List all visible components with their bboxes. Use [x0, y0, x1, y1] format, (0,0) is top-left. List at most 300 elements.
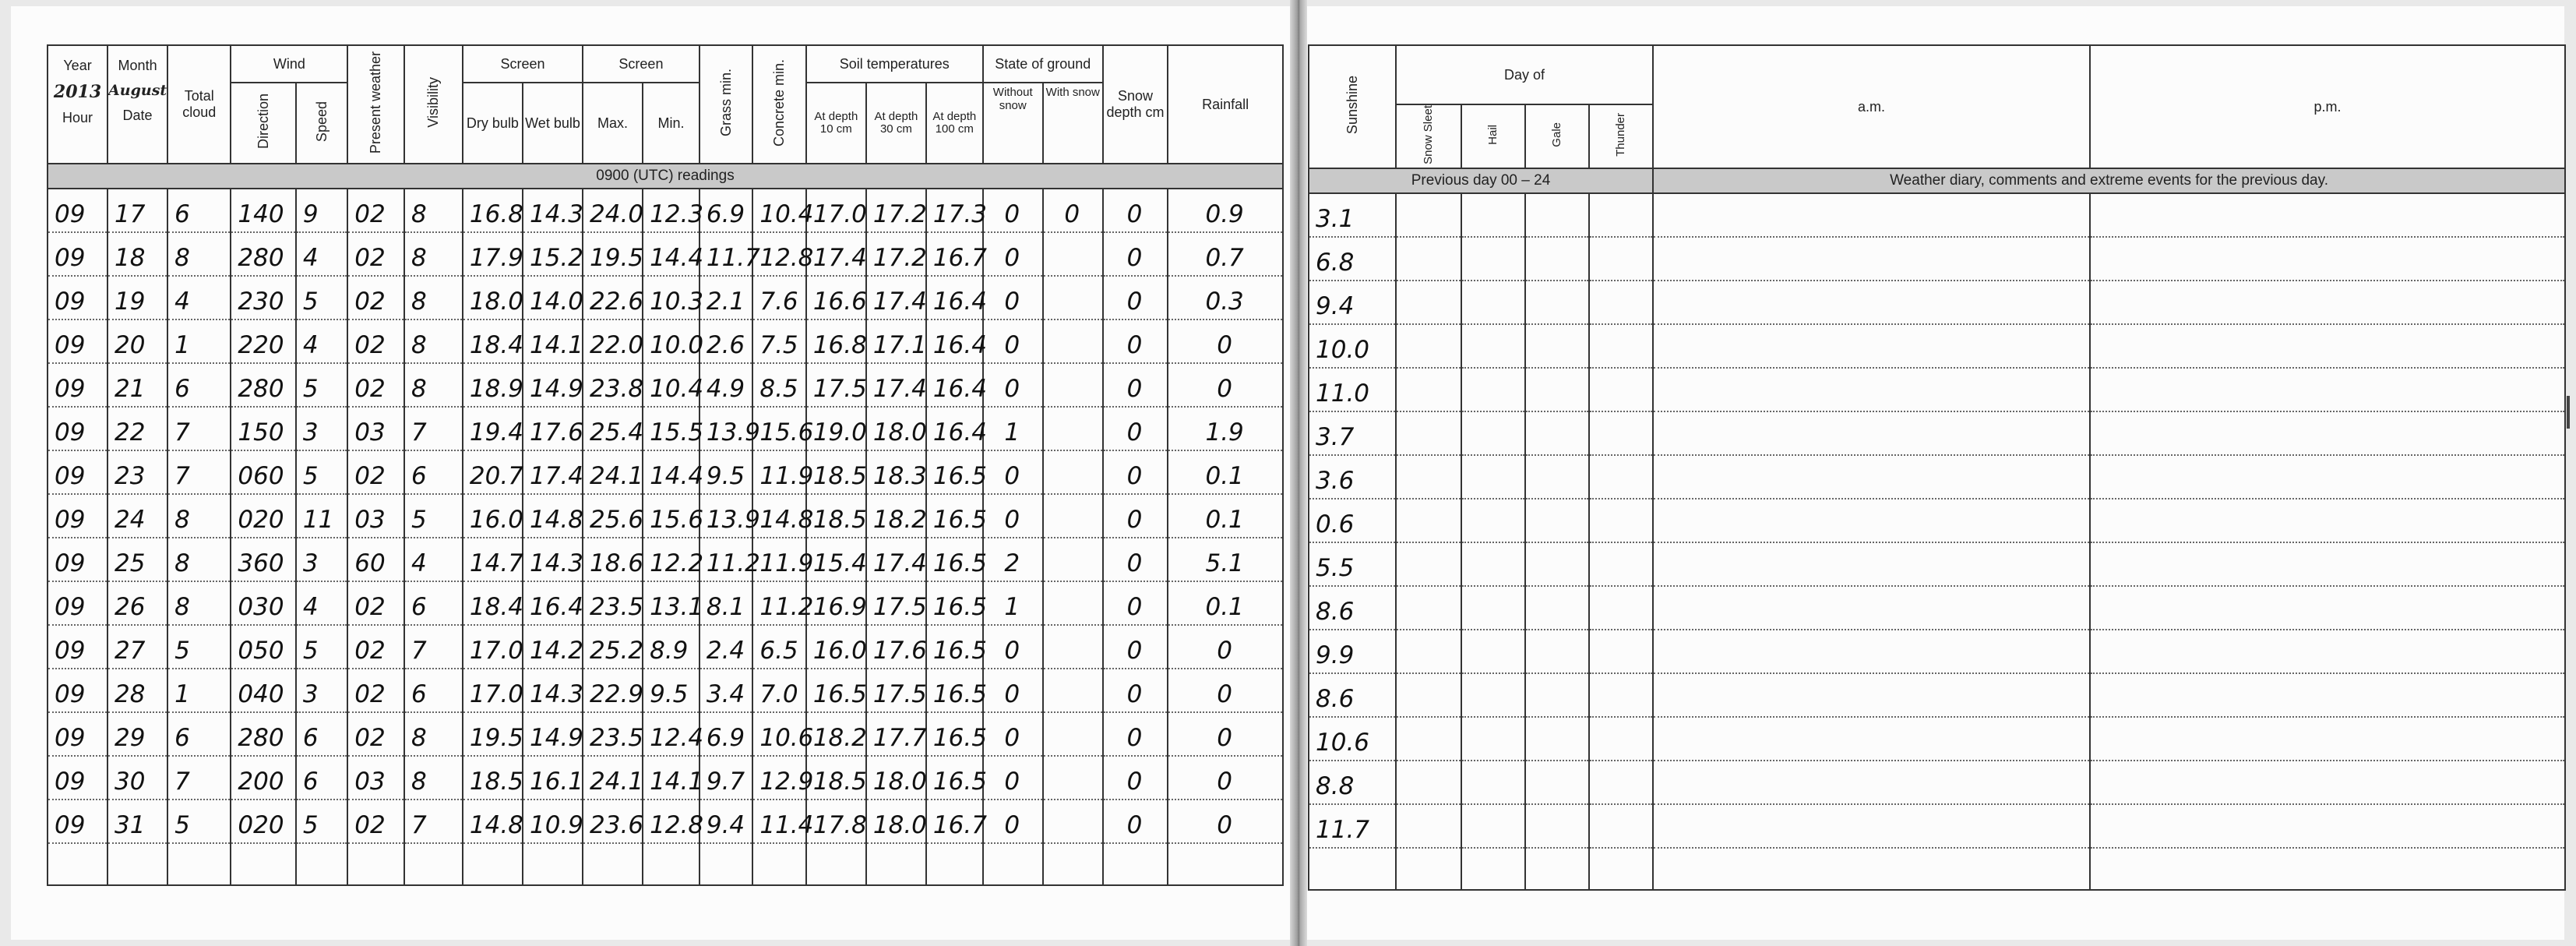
soil-100cm-cell: 16.5 [926, 450, 983, 494]
concrete-min-cell [752, 843, 805, 885]
grass-min-cell: 13.9 [700, 494, 752, 538]
wind-speed-cell: 5 [296, 276, 347, 319]
sunshine-cell: 10.6 [1309, 717, 1396, 761]
visibility-cell: 6 [404, 669, 463, 712]
snow-depth-cell: 0 [1103, 319, 1168, 363]
soil-100cm-cell: 16.7 [926, 800, 983, 843]
dry-bulb-cell: 18.9 [463, 363, 523, 407]
year-label: Year [63, 58, 92, 74]
thunder-cell [1589, 761, 1653, 804]
rainfall-cell: 0.1 [1168, 581, 1283, 625]
present-weather-cell: 02 [347, 319, 404, 363]
pm-cell [2090, 630, 2565, 673]
date-cell: 30 [107, 756, 167, 800]
ground-without-snow-cell: 0 [983, 363, 1043, 407]
weather-diary-band: Weather diary, comments and extreme events for the previous day. [1653, 168, 2565, 193]
wind-speed-cell: 3 [296, 538, 347, 581]
soil-30cm-cell: 17.2 [866, 189, 926, 232]
table-row [48, 189, 1283, 232]
am-header: a.m. [1653, 45, 2090, 168]
soil-temperatures-header: Soil temperatures [806, 45, 983, 83]
dry-bulb-cell: 17.9 [463, 232, 523, 276]
screen-max-cell: 22.0 [583, 319, 643, 363]
thunder-cell [1589, 368, 1653, 411]
grass-min-cell: 6.9 [700, 189, 752, 232]
ground-without-snow-cell: 0 [983, 800, 1043, 843]
screen-min-cell: 15.6 [643, 494, 700, 538]
total-cloud-cell [167, 843, 231, 885]
pm-cell [2090, 237, 2565, 281]
wet-bulb-cell: 14.3 [523, 538, 583, 581]
gale-cell [1525, 455, 1589, 499]
concrete-min-cell: 8.5 [752, 363, 805, 407]
screen-min-cell: 12.4 [643, 712, 700, 756]
with-snow-header: With snow [1043, 83, 1103, 164]
visibility-cell: 8 [404, 319, 463, 363]
table-row [48, 756, 1283, 800]
hour-cell: 09 [48, 669, 107, 712]
am-cell [1653, 455, 2090, 499]
diary-row [1309, 804, 2565, 848]
sunshine-cell: 8.8 [1309, 761, 1396, 804]
pm-cell [2090, 804, 2565, 848]
soil-10cm-cell: 17.8 [806, 800, 866, 843]
am-cell [1653, 237, 2090, 281]
screen-min-cell [643, 843, 700, 885]
sunshine-header: Sunshine [1309, 45, 1396, 168]
concrete-min-cell: 11.9 [752, 538, 805, 581]
snowsleet-cell [1396, 411, 1461, 455]
hour-label: Hour [62, 110, 93, 126]
date-cell: 23 [107, 450, 167, 494]
gale-cell [1525, 324, 1589, 368]
page-edge-mark [2567, 396, 2570, 429]
am-cell [1653, 499, 2090, 542]
pm-cell [2090, 281, 2565, 324]
hour-cell: 09 [48, 189, 107, 232]
total-cloud-cell: 8 [167, 581, 231, 625]
rainfall-cell: 0 [1168, 363, 1283, 407]
sunshine-cell: 3.6 [1309, 455, 1396, 499]
wet-bulb-cell: 16.1 [523, 756, 583, 800]
wind-speed-cell: 9 [296, 189, 347, 232]
diary-row [1309, 455, 2565, 499]
pm-cell [2090, 368, 2565, 411]
min-header: Min. [643, 83, 700, 164]
present-weather-cell [347, 843, 404, 885]
hour-cell: 09 [48, 319, 107, 363]
wet-bulb-cell: 10.9 [523, 800, 583, 843]
soil-10cm-cell [806, 843, 866, 885]
am-cell [1653, 630, 2090, 673]
visibility-cell: 8 [404, 363, 463, 407]
wind-speed-cell: 6 [296, 712, 347, 756]
diary-row [1309, 237, 2565, 281]
wind-speed-cell: 3 [296, 407, 347, 450]
date-cell: 24 [107, 494, 167, 538]
screen-min-cell: 12.8 [643, 800, 700, 843]
wind-speed-cell [296, 843, 347, 885]
visibility-cell: 8 [404, 712, 463, 756]
concrete-min-cell: 11.2 [752, 581, 805, 625]
hail-cell [1461, 368, 1525, 411]
screen-min-cell: 9.5 [643, 669, 700, 712]
wind-direction-cell: 150 [231, 407, 295, 450]
ground-without-snow-cell [983, 843, 1043, 885]
wet-bulb-cell: 17.4 [523, 450, 583, 494]
dry-bulb-cell: 18.4 [463, 581, 523, 625]
hour-cell: 09 [48, 363, 107, 407]
diary-row [1309, 368, 2565, 411]
grass-min-cell: 11.7 [700, 232, 752, 276]
present-weather-header: Present weather [347, 45, 404, 164]
pm-cell [2090, 193, 2565, 237]
ground-with-snow-cell [1043, 276, 1103, 319]
thunder-cell [1589, 673, 1653, 717]
thunder-cell [1589, 281, 1653, 324]
month-label: Month [118, 58, 157, 74]
wet-bulb-cell: 16.4 [523, 581, 583, 625]
wind-direction-cell: 200 [231, 756, 295, 800]
diary-row [1309, 630, 2565, 673]
grass-min-cell: 11.2 [700, 538, 752, 581]
concrete-min-cell: 12.8 [752, 232, 805, 276]
snow-depth-cell: 0 [1103, 669, 1168, 712]
dry-bulb-cell [463, 843, 523, 885]
screen-max-cell: 22.6 [583, 276, 643, 319]
total-cloud-cell: 8 [167, 494, 231, 538]
wind-speed-cell: 3 [296, 669, 347, 712]
gale-cell [1525, 542, 1589, 586]
gale-cell [1525, 630, 1589, 673]
ground-with-snow-cell [1043, 669, 1103, 712]
hour-cell: 09 [48, 625, 107, 669]
gale-cell [1525, 673, 1589, 717]
am-cell [1653, 848, 2090, 890]
wet-bulb-cell: 14.8 [523, 494, 583, 538]
wet-bulb-header: Wet bulb [523, 83, 583, 164]
screen-max-cell: 25.6 [583, 494, 643, 538]
visibility-cell: 8 [404, 189, 463, 232]
sunshine-cell: 8.6 [1309, 586, 1396, 630]
wet-bulb-cell: 14.9 [523, 712, 583, 756]
pm-cell [2090, 542, 2565, 586]
rainfall-cell: 0 [1168, 625, 1283, 669]
pm-cell [2090, 455, 2565, 499]
present-weather-cell: 02 [347, 800, 404, 843]
table-row [48, 494, 1283, 538]
wet-bulb-cell: 14.0 [523, 276, 583, 319]
date-cell: 25 [107, 538, 167, 581]
concrete-min-cell: 12.9 [752, 756, 805, 800]
sunshine-cell: 11.0 [1309, 368, 1396, 411]
snow-depth-cell: 0 [1103, 538, 1168, 581]
hail-cell [1461, 324, 1525, 368]
depth-100cm-header: At depth 100 cm [926, 83, 983, 164]
snowsleet-cell [1396, 673, 1461, 717]
dry-bulb-cell: 14.8 [463, 800, 523, 843]
present-weather-cell: 02 [347, 363, 404, 407]
snow-depth-cell: 0 [1103, 276, 1168, 319]
snowsleet-cell [1396, 542, 1461, 586]
grass-min-cell: 13.9 [700, 407, 752, 450]
soil-10cm-cell: 17.4 [806, 232, 866, 276]
snow-sleet-header: Snow Sleet [1396, 104, 1461, 168]
am-cell [1653, 673, 2090, 717]
screen-bulbs-header: Screen [463, 45, 583, 83]
visibility-cell: 7 [404, 407, 463, 450]
wind-speed-cell: 5 [296, 800, 347, 843]
soil-30cm-cell: 18.2 [866, 494, 926, 538]
wind-direction-cell: 140 [231, 189, 295, 232]
pm-header: p.m. [2090, 45, 2565, 168]
soil-100cm-cell: 16.4 [926, 407, 983, 450]
total-cloud-cell: 6 [167, 363, 231, 407]
soil-30cm-cell: 18.3 [866, 450, 926, 494]
pm-cell [2090, 586, 2565, 630]
screen-max-cell: 24.0 [583, 189, 643, 232]
snow-depth-cell: 0 [1103, 189, 1168, 232]
grass-min-cell: 2.6 [700, 319, 752, 363]
screen-max-cell: 23.5 [583, 712, 643, 756]
ground-with-snow-cell [1043, 450, 1103, 494]
table-row [48, 407, 1283, 450]
table-row [48, 538, 1283, 581]
am-cell [1653, 324, 2090, 368]
screen-min-cell: 14.4 [643, 450, 700, 494]
ground-with-snow-cell [1043, 232, 1103, 276]
wind-direction-cell [231, 843, 295, 885]
pm-cell [2090, 499, 2565, 542]
ground-with-snow-cell: 0 [1043, 189, 1103, 232]
readings-band: 0900 (UTC) readings [48, 164, 1283, 189]
present-weather-cell: 02 [347, 712, 404, 756]
present-weather-cell: 60 [347, 538, 404, 581]
table-row [48, 363, 1283, 407]
gale-cell [1525, 848, 1589, 890]
pm-cell [2090, 848, 2565, 890]
ground-with-snow-cell [1043, 538, 1103, 581]
soil-10cm-cell: 18.2 [806, 712, 866, 756]
table-row [48, 232, 1283, 276]
concrete-min-cell: 6.5 [752, 625, 805, 669]
soil-100cm-cell: 16.4 [926, 276, 983, 319]
ground-with-snow-cell [1043, 581, 1103, 625]
diary-row [1309, 193, 2565, 237]
total-cloud-cell: 8 [167, 232, 231, 276]
hour-cell: 09 [48, 581, 107, 625]
table-row [48, 843, 1283, 885]
screen-min-cell: 13.1 [643, 581, 700, 625]
without-snow-header: Without snow [983, 83, 1043, 164]
visibility-cell: 8 [404, 756, 463, 800]
month-value: August [108, 82, 167, 99]
snow-depth-cell: 0 [1103, 494, 1168, 538]
table-row [48, 625, 1283, 669]
diary-row [1309, 673, 2565, 717]
snow-depth-cell [1103, 843, 1168, 885]
soil-10cm-cell: 19.0 [806, 407, 866, 450]
wind-header: Wind [231, 45, 347, 83]
total-cloud-cell: 1 [167, 319, 231, 363]
pm-cell [2090, 761, 2565, 804]
soil-30cm-cell: 18.0 [866, 800, 926, 843]
diary-row [1309, 717, 2565, 761]
snowsleet-cell [1396, 281, 1461, 324]
wind-speed-cell: 11 [296, 494, 347, 538]
dry-bulb-cell: 17.0 [463, 669, 523, 712]
total-cloud-cell: 5 [167, 800, 231, 843]
grass-min-cell: 9.4 [700, 800, 752, 843]
ground-with-snow-cell [1043, 494, 1103, 538]
total-cloud-cell: 6 [167, 712, 231, 756]
gale-cell [1525, 237, 1589, 281]
screen-min-cell: 10.4 [643, 363, 700, 407]
sunshine-cell: 0.6 [1309, 499, 1396, 542]
screen-min-cell: 8.9 [643, 625, 700, 669]
rainfall-cell: 0 [1168, 756, 1283, 800]
soil-30cm-cell: 17.7 [866, 712, 926, 756]
wind-direction-cell: 020 [231, 800, 295, 843]
thunder-cell [1589, 542, 1653, 586]
thunder-cell [1589, 237, 1653, 281]
table-row [48, 712, 1283, 756]
ground-with-snow-cell [1043, 800, 1103, 843]
total-cloud-header: Total cloud [167, 45, 231, 164]
concrete-min-cell: 10.6 [752, 712, 805, 756]
date-cell: 17 [107, 189, 167, 232]
ground-without-snow-cell: 0 [983, 669, 1043, 712]
total-cloud-cell: 6 [167, 189, 231, 232]
gale-cell [1525, 281, 1589, 324]
diary-row [1309, 281, 2565, 324]
date-label: Date [122, 107, 153, 123]
snowsleet-cell [1396, 324, 1461, 368]
date-cell: 18 [107, 232, 167, 276]
ground-with-snow-cell [1043, 363, 1103, 407]
hail-cell [1461, 804, 1525, 848]
hail-cell [1461, 499, 1525, 542]
snow-depth-cell: 0 [1103, 625, 1168, 669]
snow-depth-cell: 0 [1103, 800, 1168, 843]
visibility-cell: 8 [404, 232, 463, 276]
pm-cell [2090, 673, 2565, 717]
screen-min-cell: 12.3 [643, 189, 700, 232]
hour-cell: 09 [48, 756, 107, 800]
soil-100cm-cell: 16.5 [926, 625, 983, 669]
screen-max-cell: 18.6 [583, 538, 643, 581]
soil-100cm-cell: 16.5 [926, 669, 983, 712]
dry-bulb-header: Dry bulb [463, 83, 523, 164]
diary-row [1309, 848, 2565, 890]
grass-min-header: Grass min. [700, 45, 752, 164]
am-cell [1653, 542, 2090, 586]
soil-10cm-cell: 15.4 [806, 538, 866, 581]
visibility-cell: 7 [404, 625, 463, 669]
grass-min-cell: 2.1 [700, 276, 752, 319]
pm-cell [2090, 717, 2565, 761]
screen-min-cell: 12.2 [643, 538, 700, 581]
table-row [48, 800, 1283, 843]
hail-cell [1461, 411, 1525, 455]
present-weather-cell: 02 [347, 189, 404, 232]
gale-cell [1525, 411, 1589, 455]
dry-bulb-cell: 16.8 [463, 189, 523, 232]
rainfall-cell: 0.9 [1168, 189, 1283, 232]
sunshine-cell: 3.1 [1309, 193, 1396, 237]
depth-30cm-header: At depth 30 cm [866, 83, 926, 164]
snowsleet-cell [1396, 630, 1461, 673]
date-cell: 21 [107, 363, 167, 407]
gale-cell [1525, 586, 1589, 630]
total-cloud-cell: 7 [167, 450, 231, 494]
grass-min-cell: 3.4 [700, 669, 752, 712]
hour-cell: 09 [48, 712, 107, 756]
soil-30cm-cell: 17.4 [866, 276, 926, 319]
thunder-cell [1589, 586, 1653, 630]
wind-speed-cell: 5 [296, 450, 347, 494]
diary-row [1309, 761, 2565, 804]
table-row [48, 450, 1283, 494]
ground-without-snow-cell: 0 [983, 712, 1043, 756]
depth-10cm-header: At depth 10 cm [806, 83, 866, 164]
rainfall-cell: 0 [1168, 669, 1283, 712]
sunshine-cell: 3.7 [1309, 411, 1396, 455]
date-cell: 22 [107, 407, 167, 450]
soil-30cm-cell: 17.4 [866, 363, 926, 407]
am-cell [1653, 193, 2090, 237]
previous-day-band: Previous day 00 – 24 [1309, 168, 1653, 193]
table-row [48, 319, 1283, 363]
day-of-header: Day of [1396, 45, 1653, 104]
diary-row [1309, 324, 2565, 368]
ground-with-snow-cell [1043, 407, 1103, 450]
rainfall-cell: 0.7 [1168, 232, 1283, 276]
hail-cell [1461, 193, 1525, 237]
wind-direction-cell: 050 [231, 625, 295, 669]
visibility-cell [404, 843, 463, 885]
date-cell: 31 [107, 800, 167, 843]
hour-cell: 09 [48, 407, 107, 450]
soil-100cm-cell: 16.5 [926, 538, 983, 581]
concrete-min-cell: 11.4 [752, 800, 805, 843]
grass-min-cell: 4.9 [700, 363, 752, 407]
grass-min-cell: 2.4 [700, 625, 752, 669]
wet-bulb-cell: 14.2 [523, 625, 583, 669]
wind-direction-cell: 280 [231, 712, 295, 756]
thunder-cell [1589, 324, 1653, 368]
wind-speed-cell: 4 [296, 232, 347, 276]
concrete-min-cell: 15.6 [752, 407, 805, 450]
snowsleet-cell [1396, 586, 1461, 630]
hail-cell [1461, 717, 1525, 761]
wind-speed-cell: 4 [296, 581, 347, 625]
soil-30cm-cell: 18.0 [866, 756, 926, 800]
wet-bulb-cell [523, 843, 583, 885]
screen-min-cell: 10.0 [643, 319, 700, 363]
dry-bulb-cell: 20.7 [463, 450, 523, 494]
visibility-cell: 6 [404, 581, 463, 625]
grass-min-cell: 6.9 [700, 712, 752, 756]
rainfall-cell [1168, 843, 1283, 885]
hail-cell [1461, 542, 1525, 586]
year-value: 2013 [53, 82, 102, 102]
ground-without-snow-cell: 0 [983, 450, 1043, 494]
ground-without-snow-cell: 0 [983, 276, 1043, 319]
hour-cell: 09 [48, 232, 107, 276]
screen-max-cell: 25.4 [583, 407, 643, 450]
date-cell: 29 [107, 712, 167, 756]
